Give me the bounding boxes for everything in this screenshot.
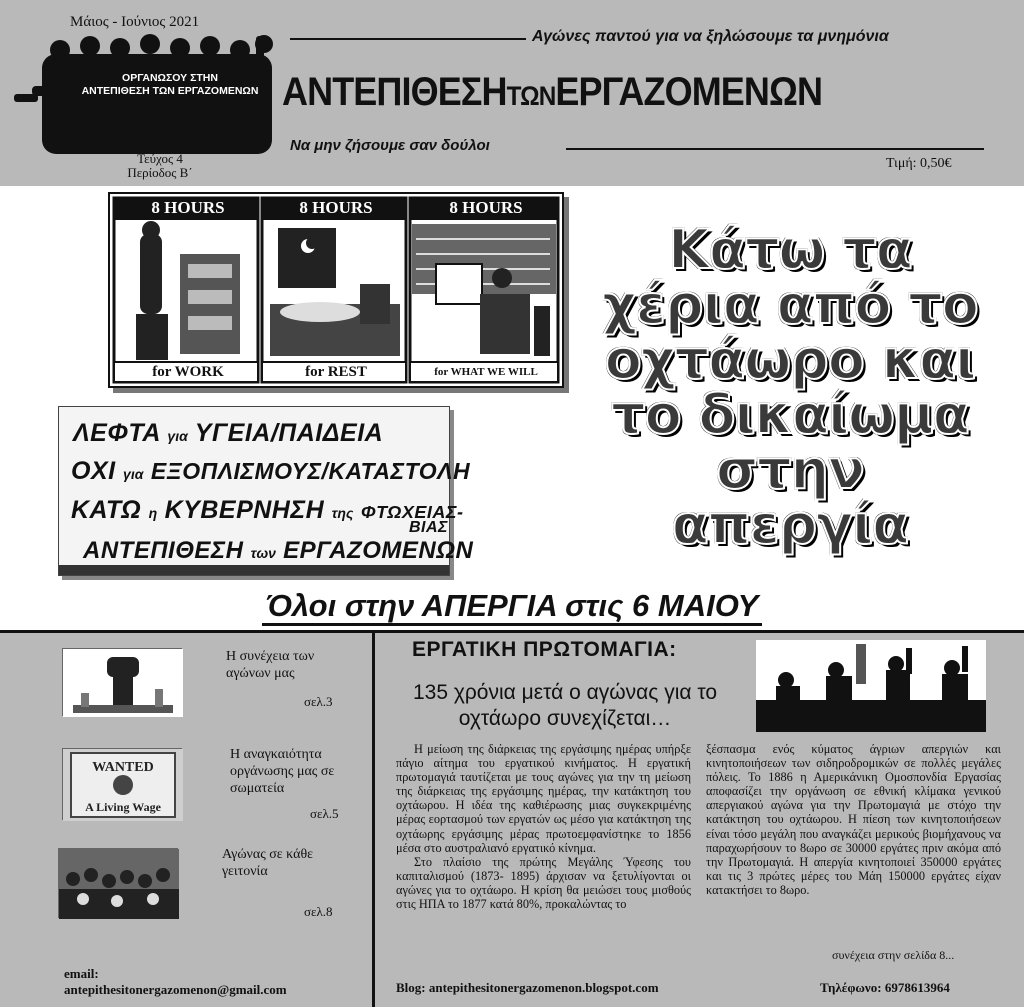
article-paragraph: Η μείωση της διάρκειας της εργάσιμης ημέρας υπήρξε πάγιο αίτημα του εργατικού κινήματος. Η εργατική πρωτομαγιά ταυτίζεται με τους αγώνες για την τη μείωση της διάρκειας της εργάσιμης ημέρας, την κατάκτηση του οχτάωρου. Η ιδέα της καθιέρωσης μιας συγκεκριμένης μέρας εορτασμού των εργατών ως μέσο για κατάκτηση της οχτάωρης εργάσιμης μέρας πρωτοεμφανίστηκε το 1856 μέσα στο αυστραλιανό εργατικό κίνημα. [396,742,691,855]
headline-line: χέρια από το [602,273,978,336]
strike-call-text: Όλοι στην ΑΠΕΡΓΙΑ στις 6 ΜΑΙΟΥ [262,588,763,626]
divider-line [290,38,526,40]
banner-line-4 [83,537,473,565]
title-part2: ΤΩΝ [506,81,556,111]
logo-caption-line2: ΑΝΤΕΠΙΘΕΣΗ ΤΩΝ ΕΡΓΑΖΟΜΕΝΩΝ [81,85,259,97]
title-part3: ΕΡΓΑΖΟΜΕΝΩΝ [555,70,823,114]
svg-text:A Living Wage: A Living Wage [85,800,161,814]
eight-hours-poster [108,192,564,388]
masthead-area [0,0,1024,186]
slogan-bottom: Να μην ζήσουμε σαν δούλοι [290,137,490,154]
article-heading: ΕΡΓΑΤΙΚΗ ΠΡΩΤΟΜΑΓΙΑ: [412,638,677,661]
email-label: email: [64,966,99,981]
article-paragraph: Στο πλαίσιο της πρώτης Μεγάλης Ύφεσης του καπιταλισμού (1873- 1895) άρχισαν να ξετυλίγονται οι αγώνες για το οχτάωρο. Η κρίση θα μειώσει τους μισθούς στις ΗΠΑ το 1877 κατά 80%, προκαλώντας το [396,854,691,912]
issue-number: Τεύχος 4 [137,151,183,166]
banner-text: ΟΧΙ [71,457,116,485]
wanted-sign-icon [62,748,182,820]
headline-line: οχτάωρο και [604,328,976,391]
newspaper-title [282,70,822,115]
raised-fist-icon [62,648,182,716]
banner-text: για [167,428,188,444]
headline-line: το δικαίωμα [611,383,969,446]
banner-line-1 [73,419,383,448]
svg-text:WANTED: WANTED [92,760,154,775]
section-divider [0,630,1024,633]
poster-panel2-caption: for REST [305,364,367,380]
banner-text: ΥΓΕΙΑ/ΠΑΙΔΕΙΑ [194,419,384,447]
headline-line: στην [716,438,864,501]
divider-line [566,148,984,150]
poster-panel3-caption: for WHAT WE WILL [434,366,538,378]
article-column-1 [396,742,691,911]
banner-text: των [250,545,276,561]
toc-title-2: Η αναγκαιότητα οργάνωσης μας σε σωματεία [230,747,335,796]
issue-period: Περίοδος Β΄ [127,165,193,180]
poster-panel3-title: 8 HOURS [449,198,523,217]
column-divider [372,633,375,1007]
article-column-2 [706,742,1001,897]
main-headline [570,218,1010,556]
email-address[interactable]: antepithesitonergazomenon@gmail.com [64,982,287,997]
banner-text: για [123,466,144,482]
slogan-top: Αγώνες παντού για να ξηλώσουμε τα μνημόνια [532,28,889,45]
phone-number: Τηλέφωνο: 6978613964 [820,980,950,995]
toc-title-1: Η συνέχεια των αγώνων μας [226,649,315,681]
toc-page-2: σελ.5 [310,806,339,821]
article-subtitle: 135 χρόνια μετά ο αγώνας για το οχτάωρο συνεχίζεται… [412,681,718,730]
headline-line: Κάτω τα [668,218,912,281]
banner-text: ΦΤΩΧΕΙΑΣ- [360,502,464,522]
crowd-icon [58,848,178,918]
banner-text: ΛΕΦΤΑ [73,419,160,447]
toc-page-3: σελ.8 [304,904,333,919]
toc-page-1: σελ.3 [304,694,333,709]
banner-text: η [148,505,158,521]
banner-text: ΕΞΟΠΛΙΣΜΟΥΣ/ΚΑΤΑΣΤΟΛΗ [150,458,471,484]
continued-note: συνέχεια στην σελίδα 8... [832,948,955,962]
headline-line: απεργία [671,493,909,556]
protest-banner-photo [58,406,474,576]
poster-panel2-title: 8 HOURS [299,198,373,217]
workers-woodcut-icon [756,640,986,732]
strike-call [0,588,1024,624]
poster-panel1-caption: for WORK [152,364,224,380]
blog-link[interactable]: Blog: antepithesitonergazomenon.blogspot.com [396,980,659,995]
crowd-strip [59,565,449,575]
logo-caption [70,72,270,98]
banner-text: ΚΑΤΩ [71,496,142,524]
issue-info [60,152,260,180]
toc-title-3: Αγώνας σε κάθε γειτονία [222,847,314,879]
banner-text: ΒΙΑΣ [409,519,448,536]
title-part1: ΑΝΤΕΠΙΘΕΣΗ [282,70,507,114]
price: Τιμή: 0,50€ [886,156,952,171]
issue-date: Μάιος - Ιούνιος 2021 [70,14,200,30]
poster-panel1-title: 8 HOURS [151,198,225,217]
banner-text: της [331,505,354,521]
banner-text: ΕΡΓΑΖΟΜΕΝΩΝ [283,537,474,564]
banner-line-2 [71,457,470,486]
banner-text: ΚΥΒΕΡΝΗΣΗ [164,496,325,524]
logo-caption-line1: ΟΡΓΑΝΩΣΟΥ ΣΤΗΝ [122,72,218,84]
banner-text: ΑΝΤΕΠΙΘΕΣΗ [83,537,244,564]
banner-line-3 [71,496,463,525]
article-paragraph: ξέσπασμα ενός κύματος άγριων απεργιών και κινητοποιήσεων των σιδηροδρομικών σε πολλές μεγάλες πόλεις. Το 1886 η Αμερικάνικη Ομοσπονδία Εργασίας αποφασίζει την οργάνωση σε εθνική κλίμακα γενικού απεργιακού αγώνα για την Πρωτομαγιά με στόχο την κατάκτηση του οχτάωρου. Η πίεση των κινητοποιήσεων είναι τόσο μεγάλη που αναγκάζει μερικούς βιομήχανους να παραχωρήσουν το 8ωρο σε 30000 εργάτες πριν ακόμα από την Πρωτομαγιά. Η απεργία κινητοποιεί 350000 εργάτες και τις 3 πρώτες μέρες του Μάη 150000 εργάτες είχαν κατακτήσει το 8ωρο. [706,742,1001,897]
